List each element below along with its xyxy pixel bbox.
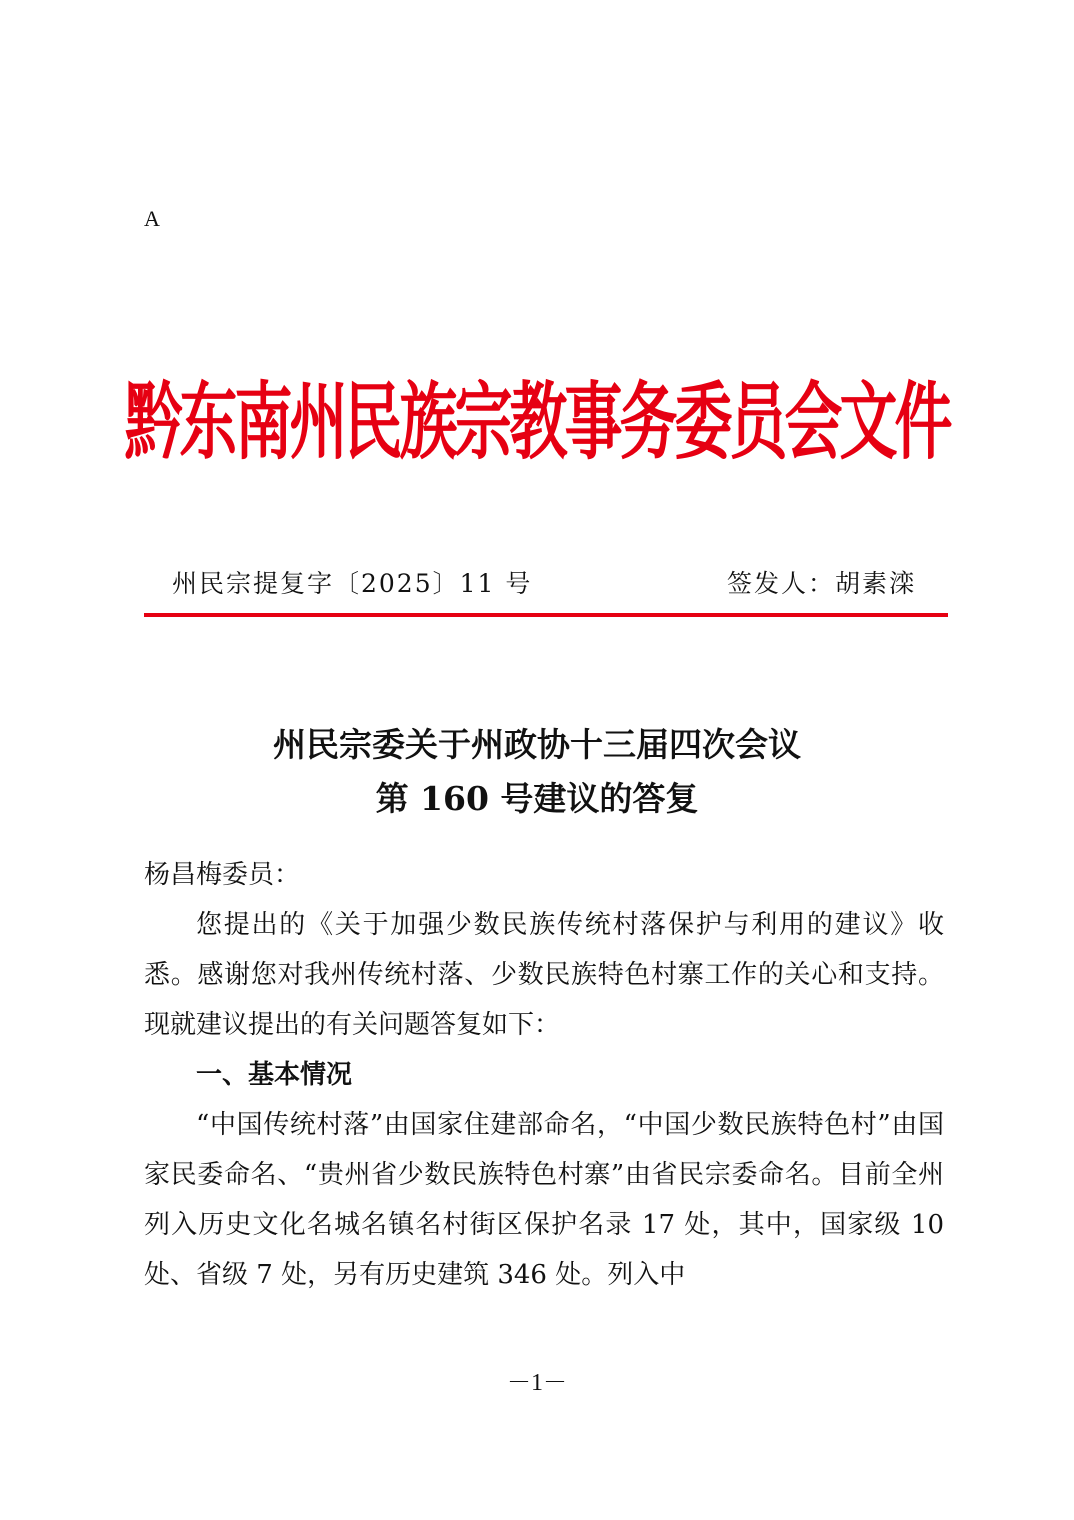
body-paragraph: 您提出的《关于加强少数民族传统村落保护与利用的建议》收悉。感谢您对我州传统村落、少数民族特色村寨工作的关心和支持。现就建议提出的有关问题答复如下： <box>144 910 944 1040</box>
red-divider-rule <box>144 613 948 617</box>
document-number: 州民宗提复字〔2025〕11 号 <box>172 569 533 598</box>
title-line-2: 第 160 号建议的答复 <box>375 779 699 818</box>
page-number: －1－ <box>507 1370 567 1396</box>
salutation: 杨昌梅委员： <box>144 860 301 890</box>
title-line-1: 州民宗委关于州政协十三届四次会议 <box>273 725 801 764</box>
section-paragraph: “中国传统村落”由国家住建部命名，“中国少数民族特色村”由国家民委命名、“贵州省少数民族特色村寨”由省民宗委命名。目前全州列入历史文化名城名镇名村街区保护名录 17 处，其中，国家级 10 处、省级 7 处，另有历史建筑 346 处。列入中 <box>144 1110 944 1290</box>
masthead-title: 黔东南州民族宗教事务委员会文件 <box>124 372 950 472</box>
document-title <box>0 718 1074 826</box>
document-body <box>144 850 944 1300</box>
grade-mark: A <box>144 206 160 231</box>
signer: 签发人：胡素滦 <box>726 569 916 598</box>
section-heading: 一、基本情况 <box>196 1060 353 1090</box>
